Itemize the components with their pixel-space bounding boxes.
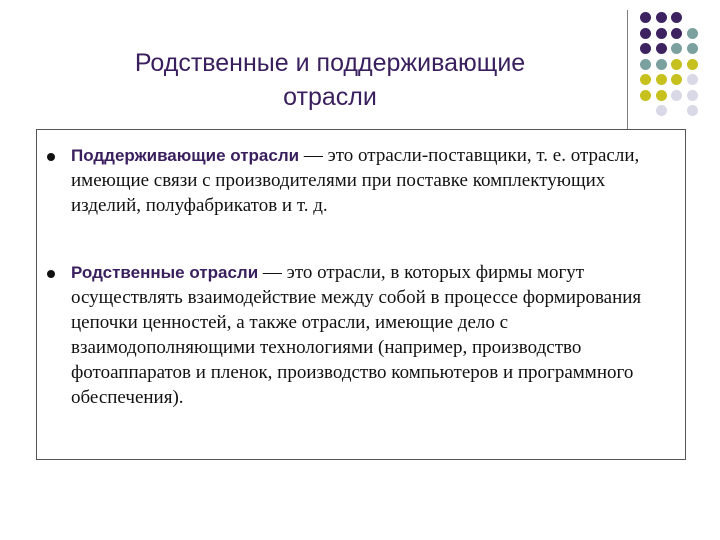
bullet-term-supporting: Поддерживающие отрасли [71,146,300,165]
bullet-text-supporting [71,143,677,218]
bullet-term-related: Родственные отрасли [71,263,259,282]
decorative-dot [687,105,698,116]
decorative-dot [656,105,667,116]
slide-title-line-1: Родственные и поддерживающие [134,49,526,77]
decorative-dot [640,90,651,101]
bullet-definition-related: — это отрасли, в которых фирмы могут осуществлять взаимодействие между собой в процессе формирования цепочки ценностей, а также отрасли, имеющие дело с взаимодополняющими технологиями (например, производство фотоаппаратов и пленок, производство компьютеров и программного обеспечения). [71,262,642,408]
decorative-dot [640,59,651,70]
decorative-dot [656,28,667,39]
slide-title-line-2: отрасли [283,83,377,111]
decorative-dot [671,43,682,54]
decorative-dot [687,59,698,70]
decorative-dot [671,59,682,70]
decorative-dot [640,43,651,54]
decorative-dot-grid [640,12,720,122]
decorative-dot [656,12,667,23]
decorative-dot [687,90,698,101]
decorative-dot [640,12,651,23]
decorative-dot [671,12,682,23]
bullet-text-related [71,260,677,410]
bullet-point-icon [47,153,55,161]
decorative-dot [640,28,651,39]
decorative-dot [656,59,667,70]
decorative-dot [656,43,667,54]
decorative-dot [656,90,667,101]
content-box [36,129,686,460]
decorative-dot [671,74,682,85]
decorative-dot [671,90,682,101]
decorative-dot [671,28,682,39]
decorative-dot [687,74,698,85]
decorative-dot [640,74,651,85]
decorative-dot [687,28,698,39]
slide-title [60,46,600,114]
decorative-dot [687,43,698,54]
decorative-divider [627,10,628,132]
bullet-point-icon [47,270,55,278]
bullet-definition-supporting: — это отрасли-поставщики, т. е. отрасли, имеющие связи с производителями при поставке комплектующих изделий, полуфабрикатов и т. д. [71,145,640,216]
decorative-dot [656,74,667,85]
